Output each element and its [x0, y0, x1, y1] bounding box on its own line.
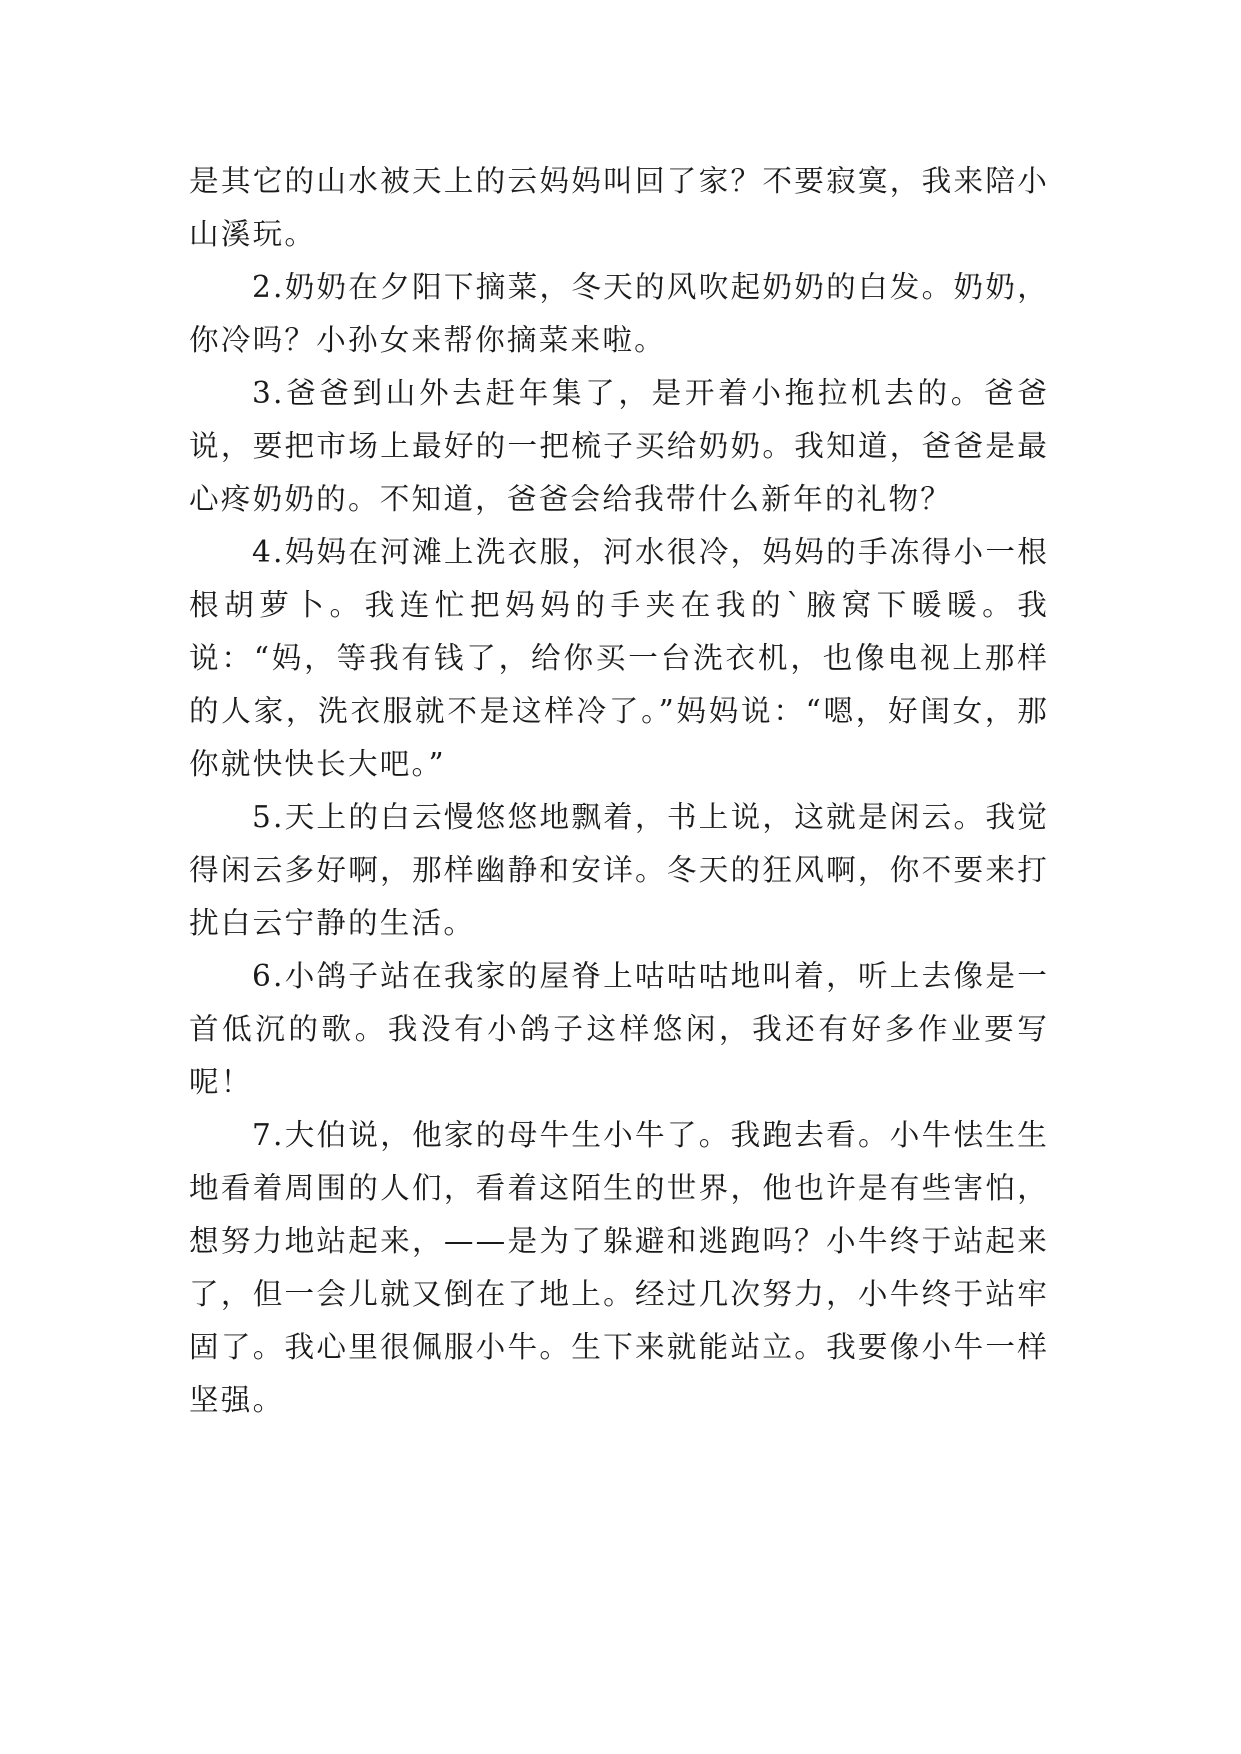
paragraph-item-4: 4.妈妈在河滩上洗衣服，河水很冷，妈妈的手冻得小一根根胡萝卜。我连忙把妈妈的手夹在我的`腋窝下暖暖。我说：“妈，等我有钱了，给你买一台洗衣机，也像电视上那样的人家，洗衣服就不是这样冷了。”妈妈说：“嗯，好闺女，那你就快快长大吧。”: [189, 535, 1049, 781]
paragraph-item-7: 7.大伯说，他家的母牛生小牛了。我跑去看。小牛怯生生地看着周围的人们，看着这陌生的世界，他也许是有些害怕，想努力地站起来，——是为了躲避和逃跑吗？小牛终于站起来了，但一会儿就又倒在了地上。经过几次努力，小牛终于站牢固了。我心里很佩服小牛。生下来就能站立。我要像小牛一样坚强。: [189, 1118, 1049, 1417]
document-body: [189, 155, 1049, 1427]
paragraph-continuation: 是其它的山水被天上的云妈妈叫回了家？不要寂寞，我来陪小山溪玩。: [189, 164, 1049, 251]
paragraph-item-6: 6.小鸽子站在我家的屋脊上咕咕咕地叫着，听上去像是一首低沉的歌。我没有小鸽子这样悠闲，我还有好多作业要写呢！: [189, 959, 1049, 1099]
paragraph-item-5: 5.天上的白云慢悠悠地飘着，书上说，这就是闲云。我觉得闲云多好啊，那样幽静和安详。冬天的狂风啊，你不要来打扰白云宁静的生活。: [189, 800, 1049, 940]
paragraph-item-3: 3.爸爸到山外去赶年集了，是开着小拖拉机去的。爸爸说，要把市场上最好的一把梳子买给奶奶。我知道，爸爸是最心疼奶奶的。不知道，爸爸会给我带什么新年的礼物？: [189, 376, 1049, 516]
paragraph-item-2: 2.奶奶在夕阳下摘菜，冬天的风吹起奶奶的白发。奶奶，你冷吗？小孙女来帮你摘菜来啦。: [189, 270, 1049, 357]
